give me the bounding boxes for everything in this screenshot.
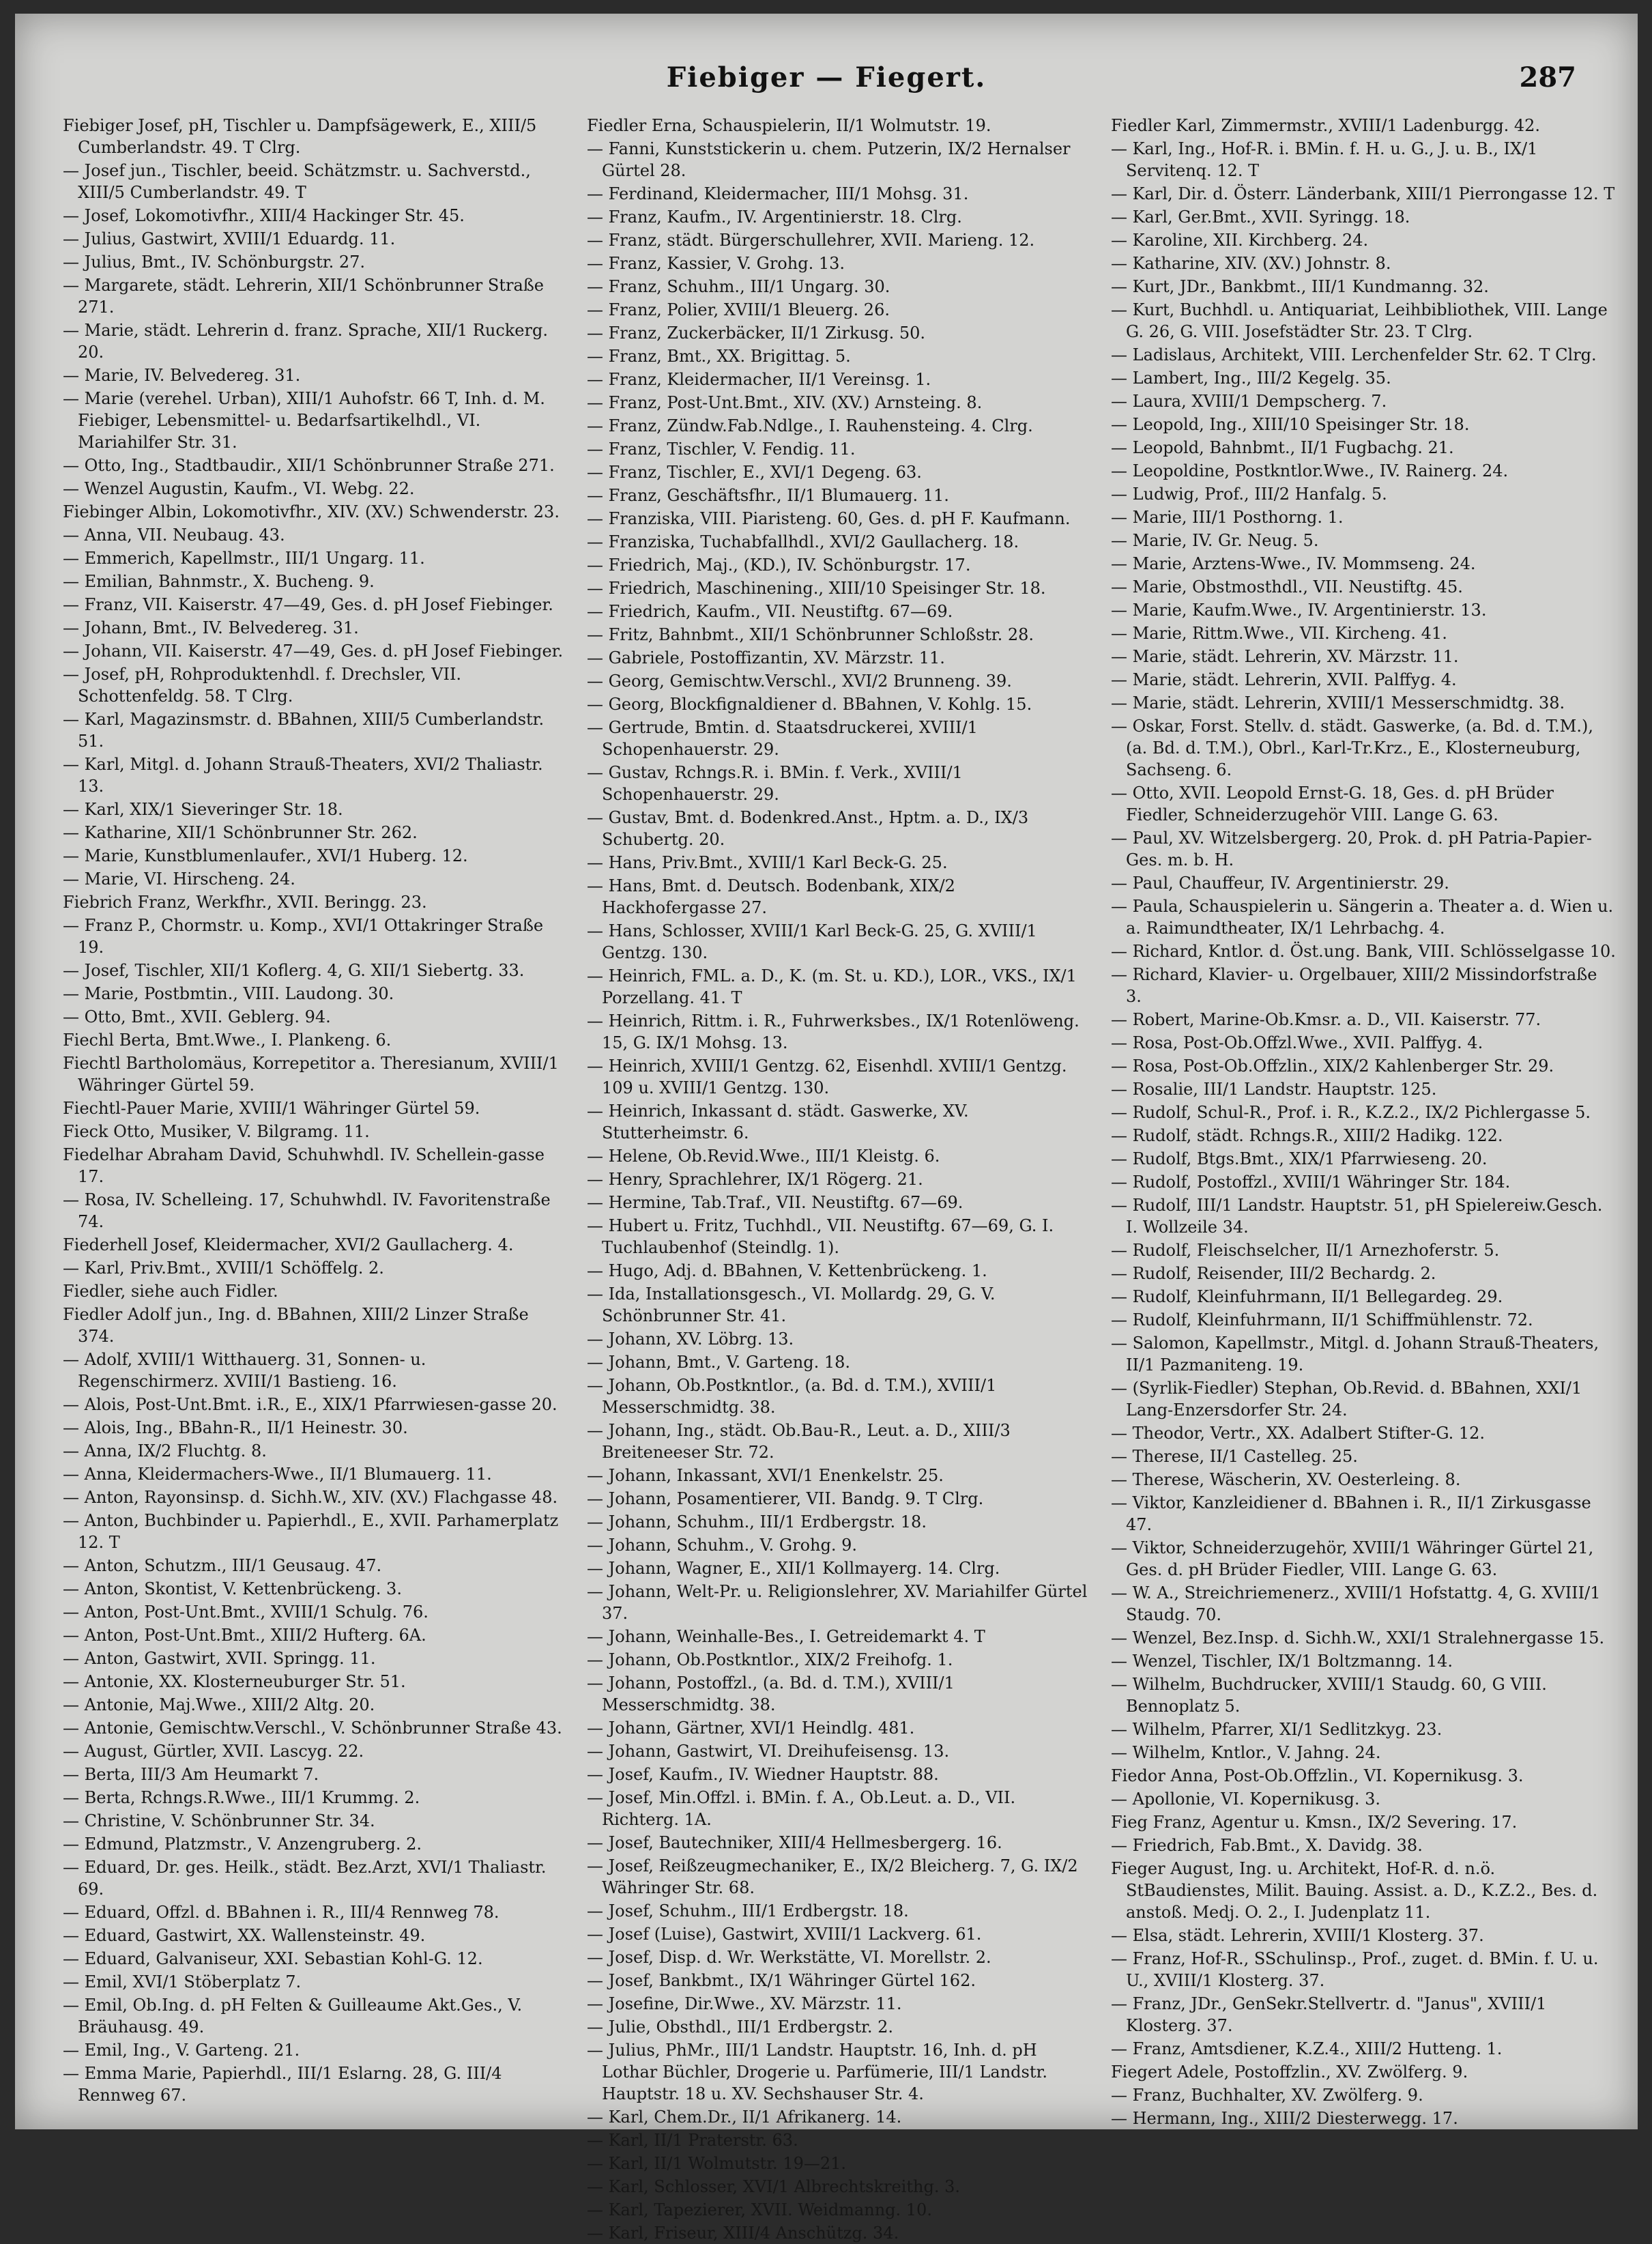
directory-entry: — Anton, Schutzm., III/1 Geusaug. 47. (63, 1556, 382, 1575)
directory-entry: Fiechtl Bartholomäus, Korrepetitor a. Theresianum, XVIII/1 Währinger Gürtel 59. (63, 1054, 559, 1095)
directory-entry: — Franz, Amtsdiener, K.Z.4., XIII/2 Hutteng. 1. (1111, 2039, 1503, 2058)
column-3 (1111, 115, 1616, 2128)
directory-entry: — Antonie, XX. Klosterneuburger Str. 51. (63, 1672, 406, 1691)
directory-entry: — Oskar, Forst. Stellv. d. städt. Gaswerke, (a. Bd. d. T.M.), (a. Bd. d. T.M.), Obrl., Karl-Tr.Krz., E., Klosterneuburg, Sachseng. 6. (1111, 717, 1593, 779)
directory-entry: — Julius, Bmt., IV. Schönburgstr. 27. (63, 253, 366, 272)
directory-entry: — Karl, Mitgl. d. Johann Strauß-Theaters, XVI/2 Thaliastr. 13. (63, 755, 543, 796)
directory-entry: — Johann, XV. Löbrg. 13. (587, 1329, 794, 1349)
directory-entry: — Franz, Post-Unt.Bmt., XIV. (XV.) Arnsteing. 8. (587, 393, 983, 412)
directory-entry: — Therese, Wäscherin, XV. Oesterleing. 8. (1111, 1470, 1461, 1489)
directory-entry: — Karl, II/1 Wolmutstr. 19—21. (587, 2154, 847, 2173)
directory-entry: — Alois, Post-Unt.Bmt. i.R., E., XIX/1 Pfarrwiesen-gasse 20. (63, 1395, 557, 1414)
directory-entry: Fiebrich Franz, Werkfhr., XVII. Beringg. 23. (63, 893, 427, 912)
directory-entry: — Heinrich, FML. a. D., K. (m. St. u. KD.), LOR., VKS., IX/1 Porzellang. 41. T (587, 966, 1077, 1007)
directory-entry: Fiegert Adele, Postoffzlin., XV. Zwölferg. 9. (1111, 2062, 1468, 2082)
column-2 (587, 115, 1092, 2243)
directory-entry: — Wenzel, Tischler, IX/1 Boltzmanng. 14. (1111, 1652, 1453, 1671)
directory-entry: — Johann, Ob.Postkntlor., (a. Bd. d. T.M.), XVIII/1 Messerschmidtg. 38. (587, 1376, 997, 1417)
directory-entry: — Josef, Kaufm., IV. Wiedner Hauptstr. 88. (587, 1765, 939, 1784)
directory-entry: Fiechl Berta, Bmt.Wwe., I. Plankeng. 6. (63, 1031, 392, 1050)
directory-entry: — Emil, Ing., V. Garteng. 21. (63, 2041, 300, 2060)
directory-entry: Fieg Franz, Agentur u. Kmsn., IX/2 Severing. 17. (1111, 1813, 1518, 1832)
directory-entry: Fiedor Anna, Post-Ob.Offzlin., VI. Kopernikusg. 3. (1111, 1766, 1524, 1785)
directory-entry: — Karl, Priv.Bmt., XVIII/1 Schöffelg. 2. (63, 1258, 384, 1278)
directory-entry: — Viktor, Schneiderzugehör, XVIII/1 Währinger Gürtel 21, Ges. d. pH Brüder Fiedler, VIII. Lange G. 63. (1111, 1538, 1594, 1579)
directory-entry: — Kurt, Buchhdl. u. Antiquariat, Leihbibliothek, VIII. Lange G. 26, G. VIII. Josefstädter Str. 23. T Clrg. (1111, 300, 1608, 341)
directory-entry: — Josefine, Dir.Wwe., XV. Märzstr. 11. (587, 1994, 902, 2013)
directory-entry: — Franz P., Chormstr. u. Komp., XVI/1 Ottakringer Straße 19. (63, 916, 544, 957)
directory-entry: — Emil, XVI/1 Stöberplatz 7. (63, 1972, 302, 1991)
directory-entry: — Eduard, Gastwirt, XX. Wallensteinstr. 49. (63, 1926, 426, 1945)
directory-entry: — Johann, Wagner, E., XII/1 Kollmayerg. 14. Clrg. (587, 1559, 1000, 1578)
directory-entry: — Johann, Gärtner, XVI/1 Heindlg. 481. (587, 1718, 915, 1738)
directory-entry: — Georg, Gemischtw.Verschl., XVI/2 Brunneng. 39. (587, 672, 1012, 691)
directory-entry: — Marie, städt. Lehrerin, XVII. Palffyg. 4. (1111, 670, 1457, 689)
directory-entry: — Karl, II/1 Praterstr. 63. (587, 2131, 798, 2150)
directory-entry: — Emil, Ob.Ing. d. pH Felten & Guilleaume Akt.Ges., V. Bräuhausg. 49. (63, 1996, 523, 2037)
directory-entry: — Johann, Welt-Pr. u. Religionslehrer, XV. Mariahilfer Gürtel 37. (587, 1582, 1088, 1623)
directory-entry: — Henry, Sprachlehrer, IX/1 Rögerg. 21. (587, 1170, 923, 1189)
directory-entry: — Anna, VII. Neubaug. 43. (63, 526, 285, 545)
directory-entry: — Johann, Bmt., IV. Belvedereg. 31. (63, 618, 359, 637)
directory-entry: — Robert, Marine-Ob.Kmsr. a. D., VII. Kaiserstr. 77. (1111, 1010, 1541, 1029)
directory-entry: — Marie, Obstmosthdl., VII. Neustiftg. 45. (1111, 577, 1463, 596)
directory-entry: — Paul, Chauffeur, IV. Argentinierstr. 29. (1111, 874, 1449, 893)
directory-entry: — Theodor, Vertr., XX. Adalbert Stifter-G. 12. (1111, 1424, 1486, 1443)
column-1 (63, 115, 568, 2108)
directory-entry: — Marie, IV. Belvedereg. 31. (63, 366, 301, 385)
directory-entry: — Johann, Inkassant, XVI/1 Enenkelstr. 25. (587, 1466, 944, 1485)
directory-page (15, 14, 1638, 2243)
directory-entry: — Rudolf, Kleinfuhrmann, II/1 Schiffmühlenstr. 72. (1111, 1310, 1533, 1329)
directory-entry: — Johann, Posamentierer, VII. Bandg. 9. T Clrg. (587, 1489, 984, 1508)
directory-entry: — Edmund, Platzmstr., V. Anzengruberg. 2. (63, 1835, 422, 1854)
directory-entry: — August, Gürtler, XVII. Lascyg. 22. (63, 1742, 364, 1761)
directory-entry: — Anna, IX/2 Fluchtg. 8. (63, 1441, 267, 1461)
directory-entry: — Rudolf, Kleinfuhrmann, II/1 Bellegardeg. 29. (1111, 1287, 1503, 1306)
page-title: Fiebiger — Fiegert. (666, 61, 987, 94)
directory-entry: — Christine, V. Schönbrunner Str. 34. (63, 1811, 375, 1830)
directory-entry: Fiedler, siehe auch Fidler. (63, 1282, 278, 1301)
directory-entry: — Georg, Blockfignaldiener d. BBahnen, V. Kohlg. 15. (587, 695, 1032, 714)
directory-entry: Fiebinger Albin, Lokomotivfhr., XIV. (XV.) Schwenderstr. 23. (63, 502, 560, 521)
directory-entry: — Heinrich, Rittm. i. R., Fuhrwerksbes., IX/1 Rotenlöweng. 15, G. IX/1 Mohsg. 13. (587, 1011, 1079, 1052)
directory-entry: — Paula, Schauspielerin u. Sängerin a. Theater a. d. Wien u. a. Raimundtheater, IX/1 Lehrbachg. 4. (1111, 897, 1614, 938)
directory-entry: — Hermann, Ing., XIII/2 Diesterwegg. 17. (1111, 2109, 1458, 2128)
directory-entry: — Marie, städt. Lehrerin d. franz. Sprache, XII/1 Ruckerg. 20. (63, 321, 548, 362)
directory-entry: — Richard, Klavier- u. Orgelbauer, XIII/2 Missindorfstraße 3. (1111, 965, 1597, 1006)
directory-entry: — Leopold, Bahnbmt., II/1 Fugbachg. 21. (1111, 438, 1454, 457)
directory-entry: — Gustav, Bmt. d. Bodenkred.Anst., Hptm. a. D., IX/3 Schubertg. 20. (587, 808, 1029, 849)
directory-entry: — Marie, IV. Gr. Neug. 5. (1111, 531, 1319, 550)
directory-entry: — Margarete, städt. Lehrerin, XII/1 Schönbrunner Straße 271. (63, 276, 544, 317)
directory-entry: — Johann, Weinhalle-Bes., I. Getreidemarkt 4. T (587, 1627, 985, 1646)
directory-entry: — Anton, Gastwirt, XVII. Springg. 11. (63, 1649, 376, 1668)
directory-entry: — Hermine, Tab.Traf., VII. Neustiftg. 67—69. (587, 1193, 963, 1212)
directory-entry: Fiebiger Josef, pH, Tischler u. Dampfsägewerk, E., XIII/5 Cumberlandstr. 49. T Clrg. (63, 116, 537, 157)
directory-entry: — Johann, Gastwirt, VI. Dreihufeisensg. 13. (587, 1742, 950, 1761)
directory-entry: — Julius, Gastwirt, XVIII/1 Eduardg. 11. (63, 229, 396, 248)
directory-entry: — Julie, Obsthdl., III/1 Erdbergstr. 2. (587, 2017, 894, 2037)
directory-entry: — Franz, Schuhm., III/1 Ungarg. 30. (587, 277, 890, 296)
directory-entry: — Rudolf, Fleischselcher, II/1 Arnezhoferstr. 5. (1111, 1241, 1500, 1260)
directory-entry: — Friedrich, Maschinening., XIII/10 Speisinger Str. 18. (587, 579, 1046, 598)
directory-entry: — Hugo, Adj. d. BBahnen, V. Kettenbrückeng. 1. (587, 1261, 987, 1280)
directory-entry: — Franz, Polier, XVIII/1 Bleuerg. 26. (587, 300, 890, 319)
directory-entry: — Alois, Ing., BBahn-R., II/1 Heinestr. 30. (63, 1418, 408, 1437)
directory-entry: — Wenzel Augustin, Kaufm., VI. Webg. 22. (63, 479, 415, 498)
directory-entry: — Karl, Schlosser, XVI/1 Albrechtskreithg. 3. (587, 2177, 960, 2196)
directory-entry: — Franziska, VIII. Piaristeng. 60, Ges. d. pH F. Kaufmann. (587, 509, 1071, 528)
directory-entry: — Rosa, Post-Ob.Offzl.Wwe., XVII. Palffyg. 4. (1111, 1033, 1483, 1052)
directory-entry: — Johann, Ing., städt. Ob.Bau-R., Leut. a. D., XIII/3 Breiteneeser Str. 72. (587, 1421, 1011, 1462)
directory-entry: — Ida, Installationsgesch., VI. Mollardg. 29, G. V. Schönbrunner Str. 41. (587, 1284, 996, 1325)
directory-entry: — Josef, Bankbmt., IX/1 Währinger Gürtel 162. (587, 1971, 976, 1990)
directory-entry: — Rosa, Post-Ob.Offzlin., XIX/2 Kahlenberger Str. 29. (1111, 1056, 1554, 1076)
directory-entry: — Berta, III/3 Am Heumarkt 7. (63, 1765, 319, 1784)
directory-entry: — Hans, Schlosser, XVIII/1 Karl Beck-G. 25, G. XVIII/1 Gentzg. 130. (587, 921, 1037, 962)
directory-entry: — Rudolf, Reisender, III/2 Bechardg. 2. (1111, 1264, 1436, 1283)
directory-entry: — Otto, Bmt., XVII. Geblerg. 94. (63, 1007, 331, 1026)
directory-entry: — W. A., Streichriemenerz., XVIII/1 Hofstattg. 4, G. XVIII/1 Staudg. 70. (1111, 1583, 1601, 1624)
directory-entry: — Helene, Ob.Revid.Wwe., III/1 Kleistg. 6. (587, 1147, 940, 1166)
directory-entry: — Leopoldine, Postkntlor.Wwe., IV. Rainerg. 24. (1111, 461, 1509, 480)
directory-entry: — Friedrich, Fab.Bmt., X. Davidg. 38. (1111, 1836, 1423, 1855)
directory-entry: — Johann, Schuhm., V. Grohg. 9. (587, 1536, 857, 1555)
page-header (15, 61, 1638, 109)
directory-entry: Fiedler Erna, Schauspielerin, II/1 Wolmutstr. 19. (587, 116, 991, 135)
directory-entry: Fiechtl-Pauer Marie, XVIII/1 Währinger Gürtel 59. (63, 1099, 480, 1118)
directory-entry: — Apollonie, VI. Kopernikusg. 3. (1111, 1789, 1380, 1809)
directory-entry: — Heinrich, Inkassant d. städt. Gaswerke, XV. Stutterheimstr. 6. (587, 1102, 969, 1142)
directory-entry: — Franz, Kassier, V. Grohg. 13. (587, 254, 845, 273)
directory-entry: — Franz, Bmt., XX. Brigittag. 5. (587, 347, 851, 366)
directory-entry: — Marie, Postbmtin., VIII. Laudong. 30. (63, 984, 394, 1003)
directory-entry: — Salomon, Kapellmstr., Mitgl. d. Johann Strauß-Theaters, II/1 Pazmaniteng. 19. (1111, 1334, 1599, 1375)
directory-entry: — Gustav, Rchngs.R. i. BMin. f. Verk., XVIII/1 Schopenhauerstr. 29. (587, 763, 963, 804)
directory-entry: — Gabriele, Postoffizantin, XV. Märzstr. 11. (587, 648, 945, 667)
directory-entry: — Karl, Friseur, XIII/4 Anschützg. 34. (587, 2224, 899, 2243)
directory-entry: Fiedler Adolf jun., Ing. d. BBahnen, XIII/2 Linzer Straße 374. (63, 1305, 529, 1346)
directory-entry: — Rudolf, städt. Rchngs.R., XIII/2 Hadikg. 122. (1111, 1126, 1503, 1145)
directory-entry: — Laura, XVIII/1 Dempscherg. 7. (1111, 392, 1387, 411)
directory-entry: — Josef, Disp. d. Wr. Werkstätte, VI. Morellstr. 2. (587, 1948, 991, 1967)
directory-entry: — Rudolf, Schul-R., Prof. i. R., K.Z.2., IX/2 Pichlergasse 5. (1111, 1103, 1591, 1122)
directory-entry: — Eduard, Dr. ges. Heilk., städt. Bez.Arzt, XVI/1 Thaliastr. 69. (63, 1858, 547, 1899)
directory-entry: — Franz, Buchhalter, XV. Zwölferg. 9. (1111, 2086, 1423, 2105)
directory-entry: — Berta, Rchngs.R.Wwe., III/1 Krummg. 2. (63, 1788, 420, 1807)
directory-entry: Fiedelhar Abraham David, Schuhwhdl. IV. Schellein-gasse 17. (63, 1145, 545, 1186)
directory-entry: — Johann, Schuhm., III/1 Erdbergstr. 18. (587, 1512, 927, 1531)
directory-entry: — Franz, Kaufm., IV. Argentinierstr. 18. Clrg. (587, 207, 962, 227)
directory-entry: — Karoline, XII. Kirchberg. 24. (1111, 231, 1369, 250)
directory-entry: — Franz, VII. Kaiserstr. 47—49, Ges. d. pH Josef Fiebinger. (63, 595, 553, 614)
directory-entry: — Anton, Post-Unt.Bmt., XIII/2 Hufterg. 6A. (63, 1626, 426, 1645)
directory-entry: — Adolf, XVIII/1 Witthauerg. 31, Sonnen- u. Regenschirmerz. XVIII/1 Bastieng. 16. (63, 1350, 426, 1391)
directory-entry: — Anton, Rayonsinsp. d. Sichh.W., XIV. (XV.) Flachgasse 48. (63, 1488, 558, 1507)
directory-entry: — Marie, III/1 Posthorng. 1. (1111, 508, 1344, 527)
directory-entry: — Fritz, Bahnbmt., XII/1 Schönbrunner Schloßstr. 28. (587, 625, 1034, 644)
directory-entry: — Josef, Tischler, XII/1 Koflerg. 4, G. XII/1 Siebertg. 33. (63, 961, 525, 980)
directory-entry: — Josef jun., Tischler, beeid. Schätzmstr. u. Sachverstd., XIII/5 Cumberlandstr. 49. T (63, 161, 531, 202)
directory-entry: — Karl, Dir. d. Österr. Länderbank, XIII/1 Pierrongasse 12. T (1111, 184, 1615, 203)
directory-entry: — Kurt, JDr., Bankbmt., III/1 Kundmanng. 32. (1111, 277, 1489, 296)
directory-entry: — Karl, Chem.Dr., II/1 Afrikanerg. 14. (587, 2108, 902, 2127)
directory-entry: — Paul, XV. Witzelsbergerg. 20, Prok. d. pH Patria-Papier-Ges. m. b. H. (1111, 829, 1592, 869)
directory-entry: — Emma Marie, Papierhdl., III/1 Eslarng. 28, G. III/4 Rennweg 67. (63, 2064, 502, 2105)
directory-entry: Fieger August, Ing. u. Architekt, Hof-R. d. n.ö. StBaudienstes, Milit. Bauing. Assist. a. D., K.Z.2., Bes. d. anstoß. Medj. O. 2., I. Judenplatz 11. (1111, 1859, 1598, 1922)
directory-entry: — Johann, Bmt., V. Garteng. 18. (587, 1353, 851, 1372)
directory-entry: — Friedrich, Maj., (KD.), IV. Schönburgstr. 17. (587, 556, 971, 575)
directory-entry: — Antonie, Gemischtw.Verschl., V. Schönbrunner Straße 43. (63, 1718, 562, 1738)
directory-entry: — Marie, städt. Lehrerin, XVIII/1 Messerschmidtg. 38. (1111, 693, 1565, 713)
directory-entry: — Julius, PhMr., III/1 Landstr. Hauptstr. 16, Inh. d. pH Lothar Büchler, Drogerie u. Parfümerie, III/1 Landstr. Hauptstr. 18 u. XV. Sechshauser Str. 4. (587, 2041, 1047, 2103)
directory-entry: — Franz, Geschäftsfhr., II/1 Blumauerg. 11. (587, 486, 949, 505)
directory-entry: — Franz, Zündw.Fab.Ndlge., I. Rauhensteing. 4. Clrg. (587, 416, 1033, 435)
directory-entry: — Eduard, Offzl. d. BBahnen i. R., III/4 Rennweg 78. (63, 1903, 499, 1922)
directory-entry: — Ferdinand, Kleidermacher, III/1 Mohsg. 31. (587, 184, 969, 203)
directory-entry: — Franz, Tischler, E., XVI/1 Degeng. 63. (587, 463, 922, 482)
directory-entry: — Anton, Post-Unt.Bmt., XVIII/1 Schulg. 76. (63, 1602, 429, 1622)
directory-entry: — Therese, II/1 Castelleg. 25. (1111, 1447, 1358, 1466)
directory-entry: Fiedler Karl, Zimmermstr., XVIII/1 Ladenburgg. 42. (1111, 116, 1541, 135)
directory-entry: — Emmerich, Kapellmstr., III/1 Ungarg. 11. (63, 549, 425, 568)
directory-entry: — Anna, Kleidermachers-Wwe., II/1 Blumauerg. 11. (63, 1465, 492, 1484)
directory-entry: — Marie, Rittm.Wwe., VII. Kircheng. 41. (1111, 624, 1447, 643)
directory-entry: — Karl, XIX/1 Sieveringer Str. 18. (63, 800, 343, 819)
directory-entry: — Franz, JDr., GenSekr.Stellvertr. d. "Janus", XVIII/1 Klosterg. 37. (1111, 1994, 1547, 2035)
directory-entry: — Eduard, Galvaniseur, XXI. Sebastian Kohl-G. 12. (63, 1949, 483, 1968)
directory-entry: — Marie, Kunstblumenlaufer., XVI/1 Huberg. 12. (63, 846, 468, 865)
directory-entry: — Katharine, XII/1 Schönbrunner Str. 262. (63, 823, 418, 842)
directory-entry: — Josef, Schuhm., III/1 Erdbergstr. 18. (587, 1901, 909, 1921)
directory-entry: — Marie, VI. Hirscheng. 24. (63, 869, 295, 889)
directory-entry: — Hans, Bmt. d. Deutsch. Bodenbank, XIX/2 Hackhofergasse 27. (587, 876, 955, 917)
directory-entry: — Wilhelm, Kntlor., V. Jahng. 24. (1111, 1743, 1381, 1762)
directory-entry: — Franz, Tischler, V. Fendig. 11. (587, 440, 856, 459)
directory-entry: — (Syrlik-Fiedler) Stephan, Ob.Revid. d. BBahnen, XXI/1 Lang-Enzersdorfer Str. 24. (1111, 1379, 1582, 1420)
directory-entry: — Gertrude, Bmtin. d. Staatsdruckerei, XVIII/1 Schopenhauerstr. 29. (587, 718, 978, 759)
directory-entry: — Marie (verehel. Urban), XIII/1 Auhofstr. 66 T, Inh. d. M. Fiebiger, Lebensmittel- u. Bedarfsartikelhdl., VI. Mariahilfer Str. 31. (63, 389, 545, 452)
directory-entry: — Wilhelm, Pfarrer, XI/1 Sedlitzkyg. 23. (1111, 1720, 1443, 1739)
directory-entry: — Ludwig, Prof., III/2 Hanfalg. 5. (1111, 485, 1387, 504)
directory-entry: — Richard, Kntlor. d. Öst.ung. Bank, VIII. Schlösselgasse 10. (1111, 942, 1616, 961)
directory-entry: — Leopold, Ing., XIII/10 Speisinger Str. 18. (1111, 415, 1470, 434)
directory-entry: — Rosa, IV. Schelleing. 17, Schuhwhdl. IV. Favoritenstraße 74. (63, 1190, 551, 1231)
directory-entry: — Anton, Buchbinder u. Papierhdl., E., XVII. Parhamerplatz 12. T (63, 1511, 559, 1552)
directory-entry: — Franz, städt. Bürgerschullehrer, XVII. Marieng. 12. (587, 231, 1035, 250)
directory-entry: — Lambert, Ing., III/2 Kegelg. 35. (1111, 369, 1391, 388)
directory-entry: — Karl, Ger.Bmt., XVII. Syringg. 18. (1111, 207, 1410, 227)
directory-entry: Fiederhell Josef, Kleidermacher, XVI/2 Gaullacherg. 4. (63, 1235, 514, 1254)
directory-entry: — Josef, Reißzeugmechaniker, E., IX/2 Bleicherg. 7, G. IX/2 Währinger Str. 68. (587, 1856, 1078, 1897)
directory-entry: — Karl, Tapezierer, XVII. Weidmanng. 10. (587, 2200, 932, 2219)
directory-entry: — Josef, Lokomotivfhr., XIII/4 Hackinger Str. 45. (63, 206, 465, 225)
directory-entry: — Hubert u. Fritz, Tuchhdl., VII. Neustiftg. 67—69, G. I. Tuchlaubenhof (Steindlg. 1). (587, 1216, 1054, 1257)
directory-entry: — Friedrich, Kaufm., VII. Neustiftg. 67—69. (587, 602, 953, 621)
directory-entry: — Karl, Ing., Hof-R. i. BMin. f. H. u. G., J. u. B., IX/1 Servitenq. 12. T (1111, 139, 1538, 180)
directory-entry: — Elsa, städt. Lehrerin, XVIII/1 Klosterg. 37. (1111, 1926, 1484, 1945)
directory-entry: — Rudolf, Btgs.Bmt., XIX/1 Pfarrwieseng. 20. (1111, 1149, 1488, 1168)
directory-entry: — Johann, VII. Kaiserstr. 47—49, Ges. d. pH Josef Fiebinger. (63, 642, 564, 661)
directory-entry: — Fanni, Kunststickerin u. chem. Putzerin, IX/2 Hernalser Gürtel 28. (587, 139, 1071, 180)
directory-entry: — Franz, Hof-R., SSchulinsp., Prof., zuget. d. BMin. f. U. u. U., XVIII/1 Klosterg. 37. (1111, 1949, 1599, 1990)
directory-entry: — Wilhelm, Buchdrucker, XVIII/1 Staudg. 60, G VIII. Bennoplatz 5. (1111, 1675, 1547, 1716)
directory-entry: — Rudolf, Postoffzl., XVIII/1 Währinger Str. 184. (1111, 1173, 1511, 1192)
directory-entry: — Otto, XVII. Leopold Ernst-G. 18, Ges. d. pH Brüder Fiedler, Schneiderzugehör VIII. Lange G. 63. (1111, 783, 1554, 824)
directory-entry: — Katharine, XIV. (XV.) Johnstr. 8. (1111, 254, 1391, 273)
directory-entry: — Anton, Skontist, V. Kettenbrückeng. 3. (63, 1579, 402, 1598)
directory-entry: — Wenzel, Bez.Insp. d. Sichh.W., XXI/1 Stralehnergasse 15. (1111, 1628, 1605, 1648)
directory-entry: — Johann, Postoffzl., (a. Bd. d. T.M.), XVIII/1 Messerschmidtg. 38. (587, 1673, 955, 1714)
page-number: 287 (1519, 61, 1576, 94)
directory-entry: — Marie, Kaufm.Wwe., IV. Argentinierstr. 13. (1111, 601, 1487, 620)
directory-entry: — Emilian, Bahnmstr., X. Bucheng. 9. (63, 572, 375, 591)
directory-entry: — Otto, Ing., Stadtbaudir., XII/1 Schönbrunner Straße 271. (63, 456, 555, 475)
directory-entry: — Johann, Ob.Postkntlor., XIX/2 Freihofg. 1. (587, 1650, 953, 1669)
directory-entry: — Franziska, Tuchabfallhdl., XVI/2 Gaullacherg. 18. (587, 532, 1019, 551)
directory-entry: — Josef, pH, Rohproduktenhdl. f. Drechsler, VII. Schottenfeldg. 58. T Clrg. (63, 665, 462, 706)
directory-entry: — Marie, Arztens-Wwe., IV. Mommseng. 24. (1111, 554, 1476, 573)
directory-entry: — Rudolf, III/1 Landstr. Hauptstr. 51, pH Spielereiw.Gesch. I. Wollzeile 34. (1111, 1196, 1603, 1237)
directory-entry: — Franz, Kleidermacher, II/1 Vereinsg. 1. (587, 370, 931, 389)
directory-entry: Fieck Otto, Musiker, V. Bilgramg. 11. (63, 1122, 370, 1141)
directory-entry: — Heinrich, XVIII/1 Gentzg. 62, Eisenhdl. XVIII/1 Gentzg. 109 u. XVIII/1 Gentzg. 130. (587, 1056, 1067, 1097)
directory-entry: — Josef (Luise), Gastwirt, XVIII/1 Lackverg. 61. (587, 1925, 982, 1944)
directory-entry: — Hans, Priv.Bmt., XVIII/1 Karl Beck-G. 25. (587, 853, 948, 872)
directory-entry: — Viktor, Kanzleidiener d. BBahnen i. R., II/1 Zirkusgasse 47. (1111, 1493, 1591, 1534)
directory-entry: — Josef, Bautechniker, XIII/4 Hellmesbergerg. 16. (587, 1833, 1002, 1852)
directory-entry: — Marie, städt. Lehrerin, XV. Märzstr. 11. (1111, 647, 1459, 666)
directory-entry: — Karl, Magazinsmstr. d. BBahnen, XIII/5 Cumberlandstr. 51. (63, 710, 545, 751)
directory-entry: — Ladislaus, Architekt, VIII. Lerchenfelder Str. 62. T Clrg. (1111, 345, 1597, 364)
directory-entry: — Franz, Zuckerbäcker, II/1 Zirkusg. 50. (587, 323, 926, 343)
directory-entry: — Rosalie, III/1 Landstr. Hauptstr. 125. (1111, 1080, 1437, 1099)
directory-entry: — Josef, Min.Offzl. i. BMin. f. A., Ob.Leut. a. D., VII. Richterg. 1A. (587, 1788, 1016, 1829)
directory-entry: — Antonie, Maj.Wwe., XIII/2 Altg. 20. (63, 1695, 375, 1714)
